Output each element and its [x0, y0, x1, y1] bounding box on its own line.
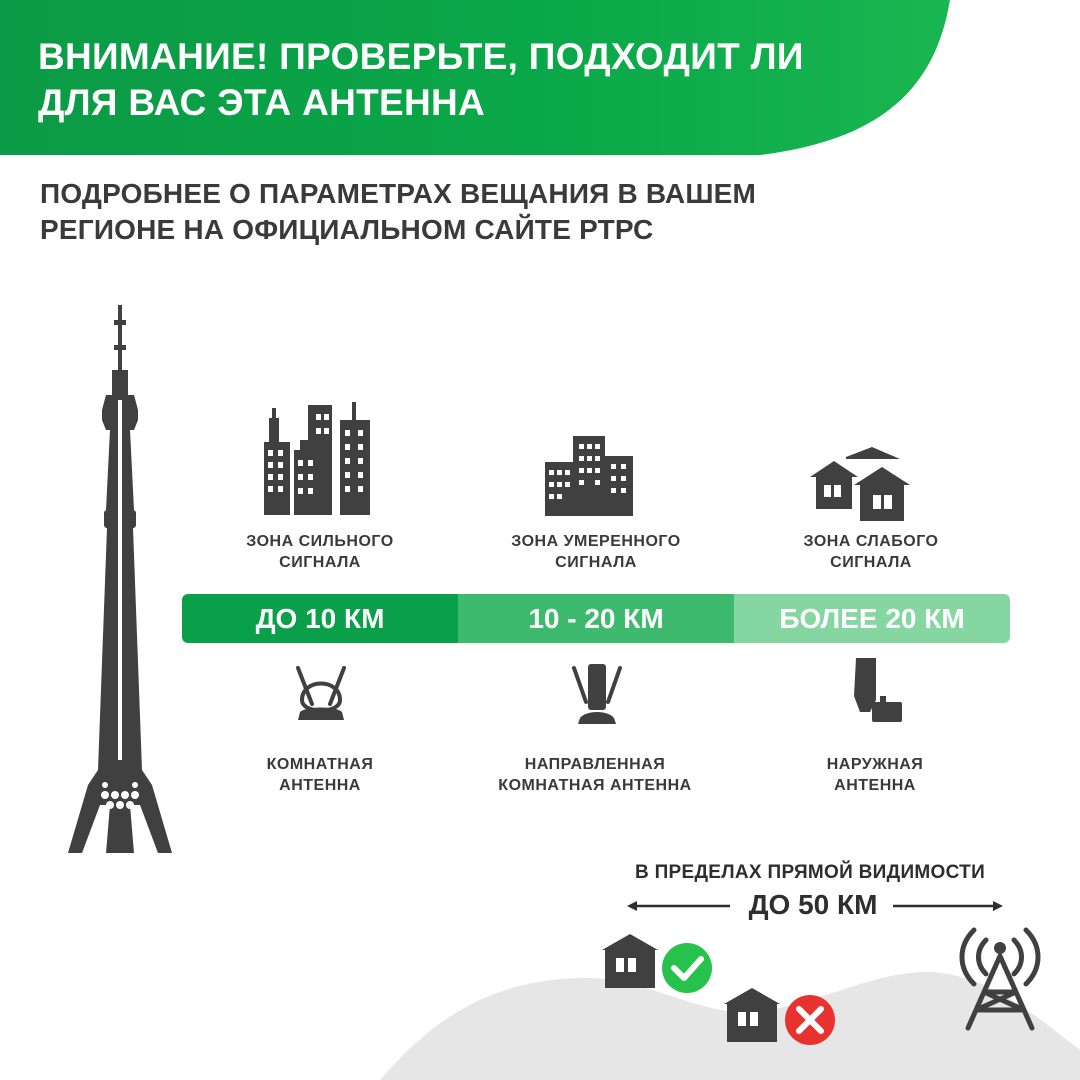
zone-moderate-label: ЗОНА УМЕРЕННОГО СИГНАЛА: [511, 533, 681, 571]
antenna-outdoor-label: НАРУЖНАЯ АНТЕННА: [826, 756, 924, 794]
city-icon: [258, 400, 378, 515]
range-weak: БОЛЕЕ 20 КМ: [734, 594, 1010, 643]
house-hidden-icon: [724, 988, 780, 1042]
outdoor-antenna-icon: [850, 656, 906, 726]
line-of-sight-label: В ПРЕДЕЛАХ ПРЯМОЙ ВИДИМОСТИ: [634, 862, 986, 883]
check-icon: [662, 943, 712, 993]
indoor-antenna-icon: [292, 664, 350, 726]
zone-weak-label: ЗОНА СЛАБОГО СИГНАЛА: [803, 533, 939, 571]
range-moderate: 10 - 20 КМ: [458, 594, 734, 643]
tv-tower-icon: [60, 300, 180, 860]
page-subtitle: ПОДРОБНЕЕ О ПАРАМЕТРАХ ВЕЩАНИЯ В ВАШЕМ РЕГИОНЕ НА ОФИЦИАЛЬНОМ САЙТЕ РТРС: [40, 178, 757, 245]
distance-range-bar: [182, 594, 1010, 643]
range-strong: ДО 10 КМ: [182, 594, 458, 643]
page-title: ВНИМАНИЕ! ПРОВЕРЬТЕ, ПОДХОДИТ ЛИ ДЛЯ ВАС ЭТА АНТЕННА: [38, 36, 804, 123]
landscape-scene: [0, 900, 1080, 1080]
antenna-indoor-label: КОМНАТНАЯ АНТЕННА: [266, 756, 374, 794]
house-visible-icon: [602, 934, 658, 988]
line-of-sight-distance: ДО 50 КМ: [748, 889, 878, 920]
directional-antenna-icon: [568, 662, 626, 728]
zone-strong-label: ЗОНА СИЛЬНОГО СИГНАЛА: [246, 533, 394, 571]
antenna-directional-label: НАПРАВЛЕННАЯ КОМНАТНАЯ АНТЕННА: [498, 756, 692, 794]
cross-icon: [785, 995, 835, 1045]
houses-icon: [810, 447, 912, 523]
town-icon: [543, 434, 635, 516]
